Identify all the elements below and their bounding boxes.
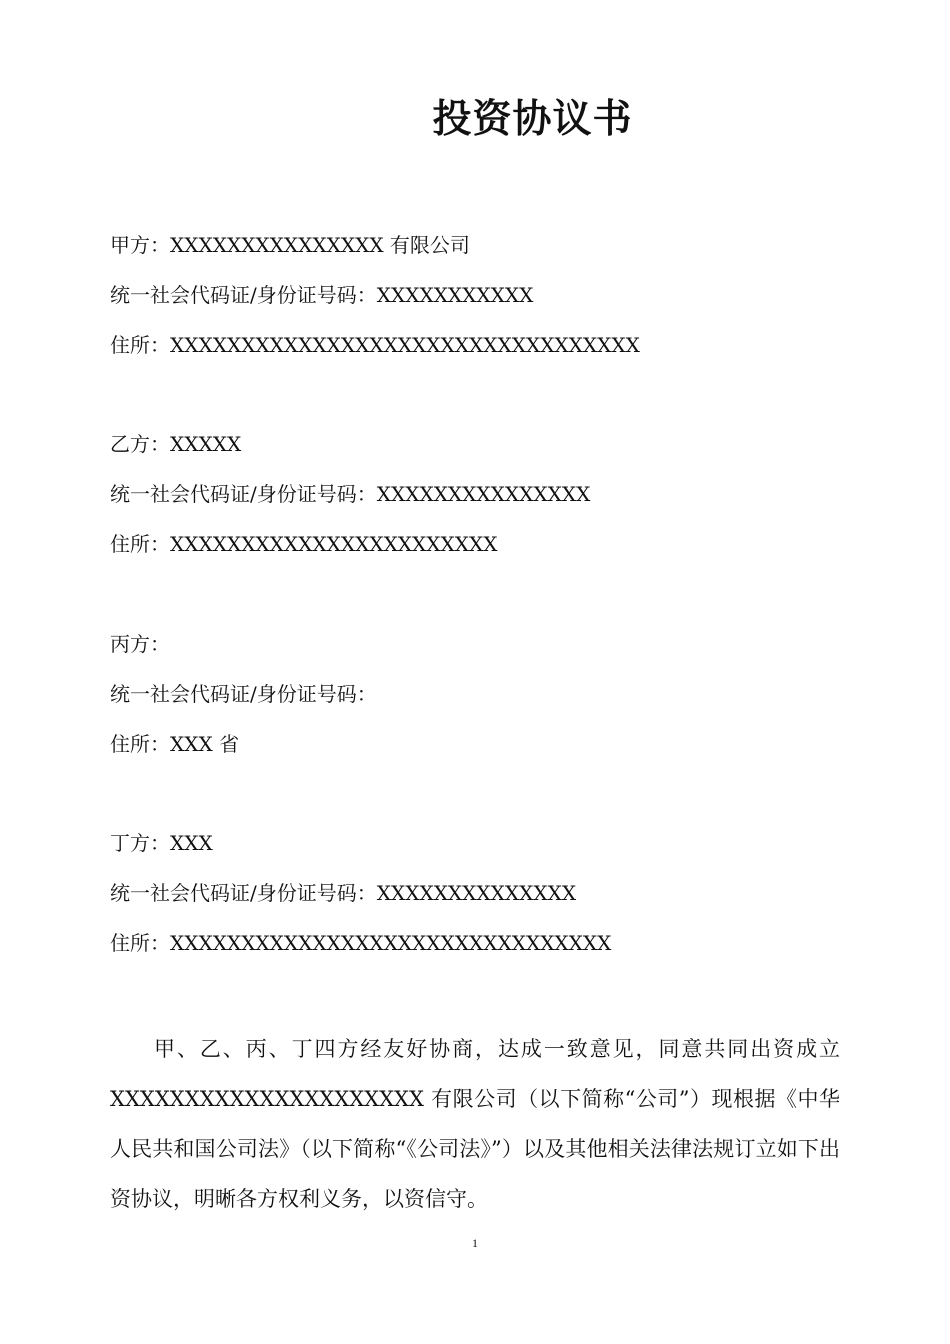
party-c-name: 丙方： (110, 632, 170, 656)
party-b-address: 住所：XXXXXXXXXXXXXXXXXXXXXXX (110, 532, 498, 556)
party-d-address: 住所：XXXXXXXXXXXXXXXXXXXXXXXXXXXXXXX (110, 931, 612, 955)
party-a-name: 甲方：XXXXXXXXXXXXXXX 有限公司 (110, 233, 470, 257)
party-d-id: 统一社会代码证/身份证号码：XXXXXXXXXXXXXX (110, 881, 577, 905)
intro-paragraph: 甲、乙、丙、丁四方经友好协商，达成一致意见，同意共同出资成立XXXXXXXXXXXXXXXXXXXXX 有限公司（以下简称“公司”）现根据《中华人民共和国公司法》（以下简称“《公司法》”）以及其他相关法律法规订立如下出资协议，明晰各方权利义务，以资信守。 (110, 1037, 840, 1211)
party-b-name: 乙方：XXXXX (110, 432, 242, 456)
party-d-name: 丁方：XXX (110, 831, 213, 855)
party-a-id: 统一社会代码证/身份证号码：XXXXXXXXXXX (110, 283, 534, 307)
document-title: 投资协议书 (432, 97, 633, 142)
party-c-id: 统一社会代码证/身份证号码： (110, 682, 377, 706)
party-a-address: 住所：XXXXXXXXXXXXXXXXXXXXXXXXXXXXXXXXX (110, 333, 640, 357)
party-b-id: 统一社会代码证/身份证号码：XXXXXXXXXXXXXXX (110, 482, 591, 506)
party-c-address: 住所：XXX 省 (110, 732, 240, 756)
page-number: 1 (472, 1236, 478, 1250)
